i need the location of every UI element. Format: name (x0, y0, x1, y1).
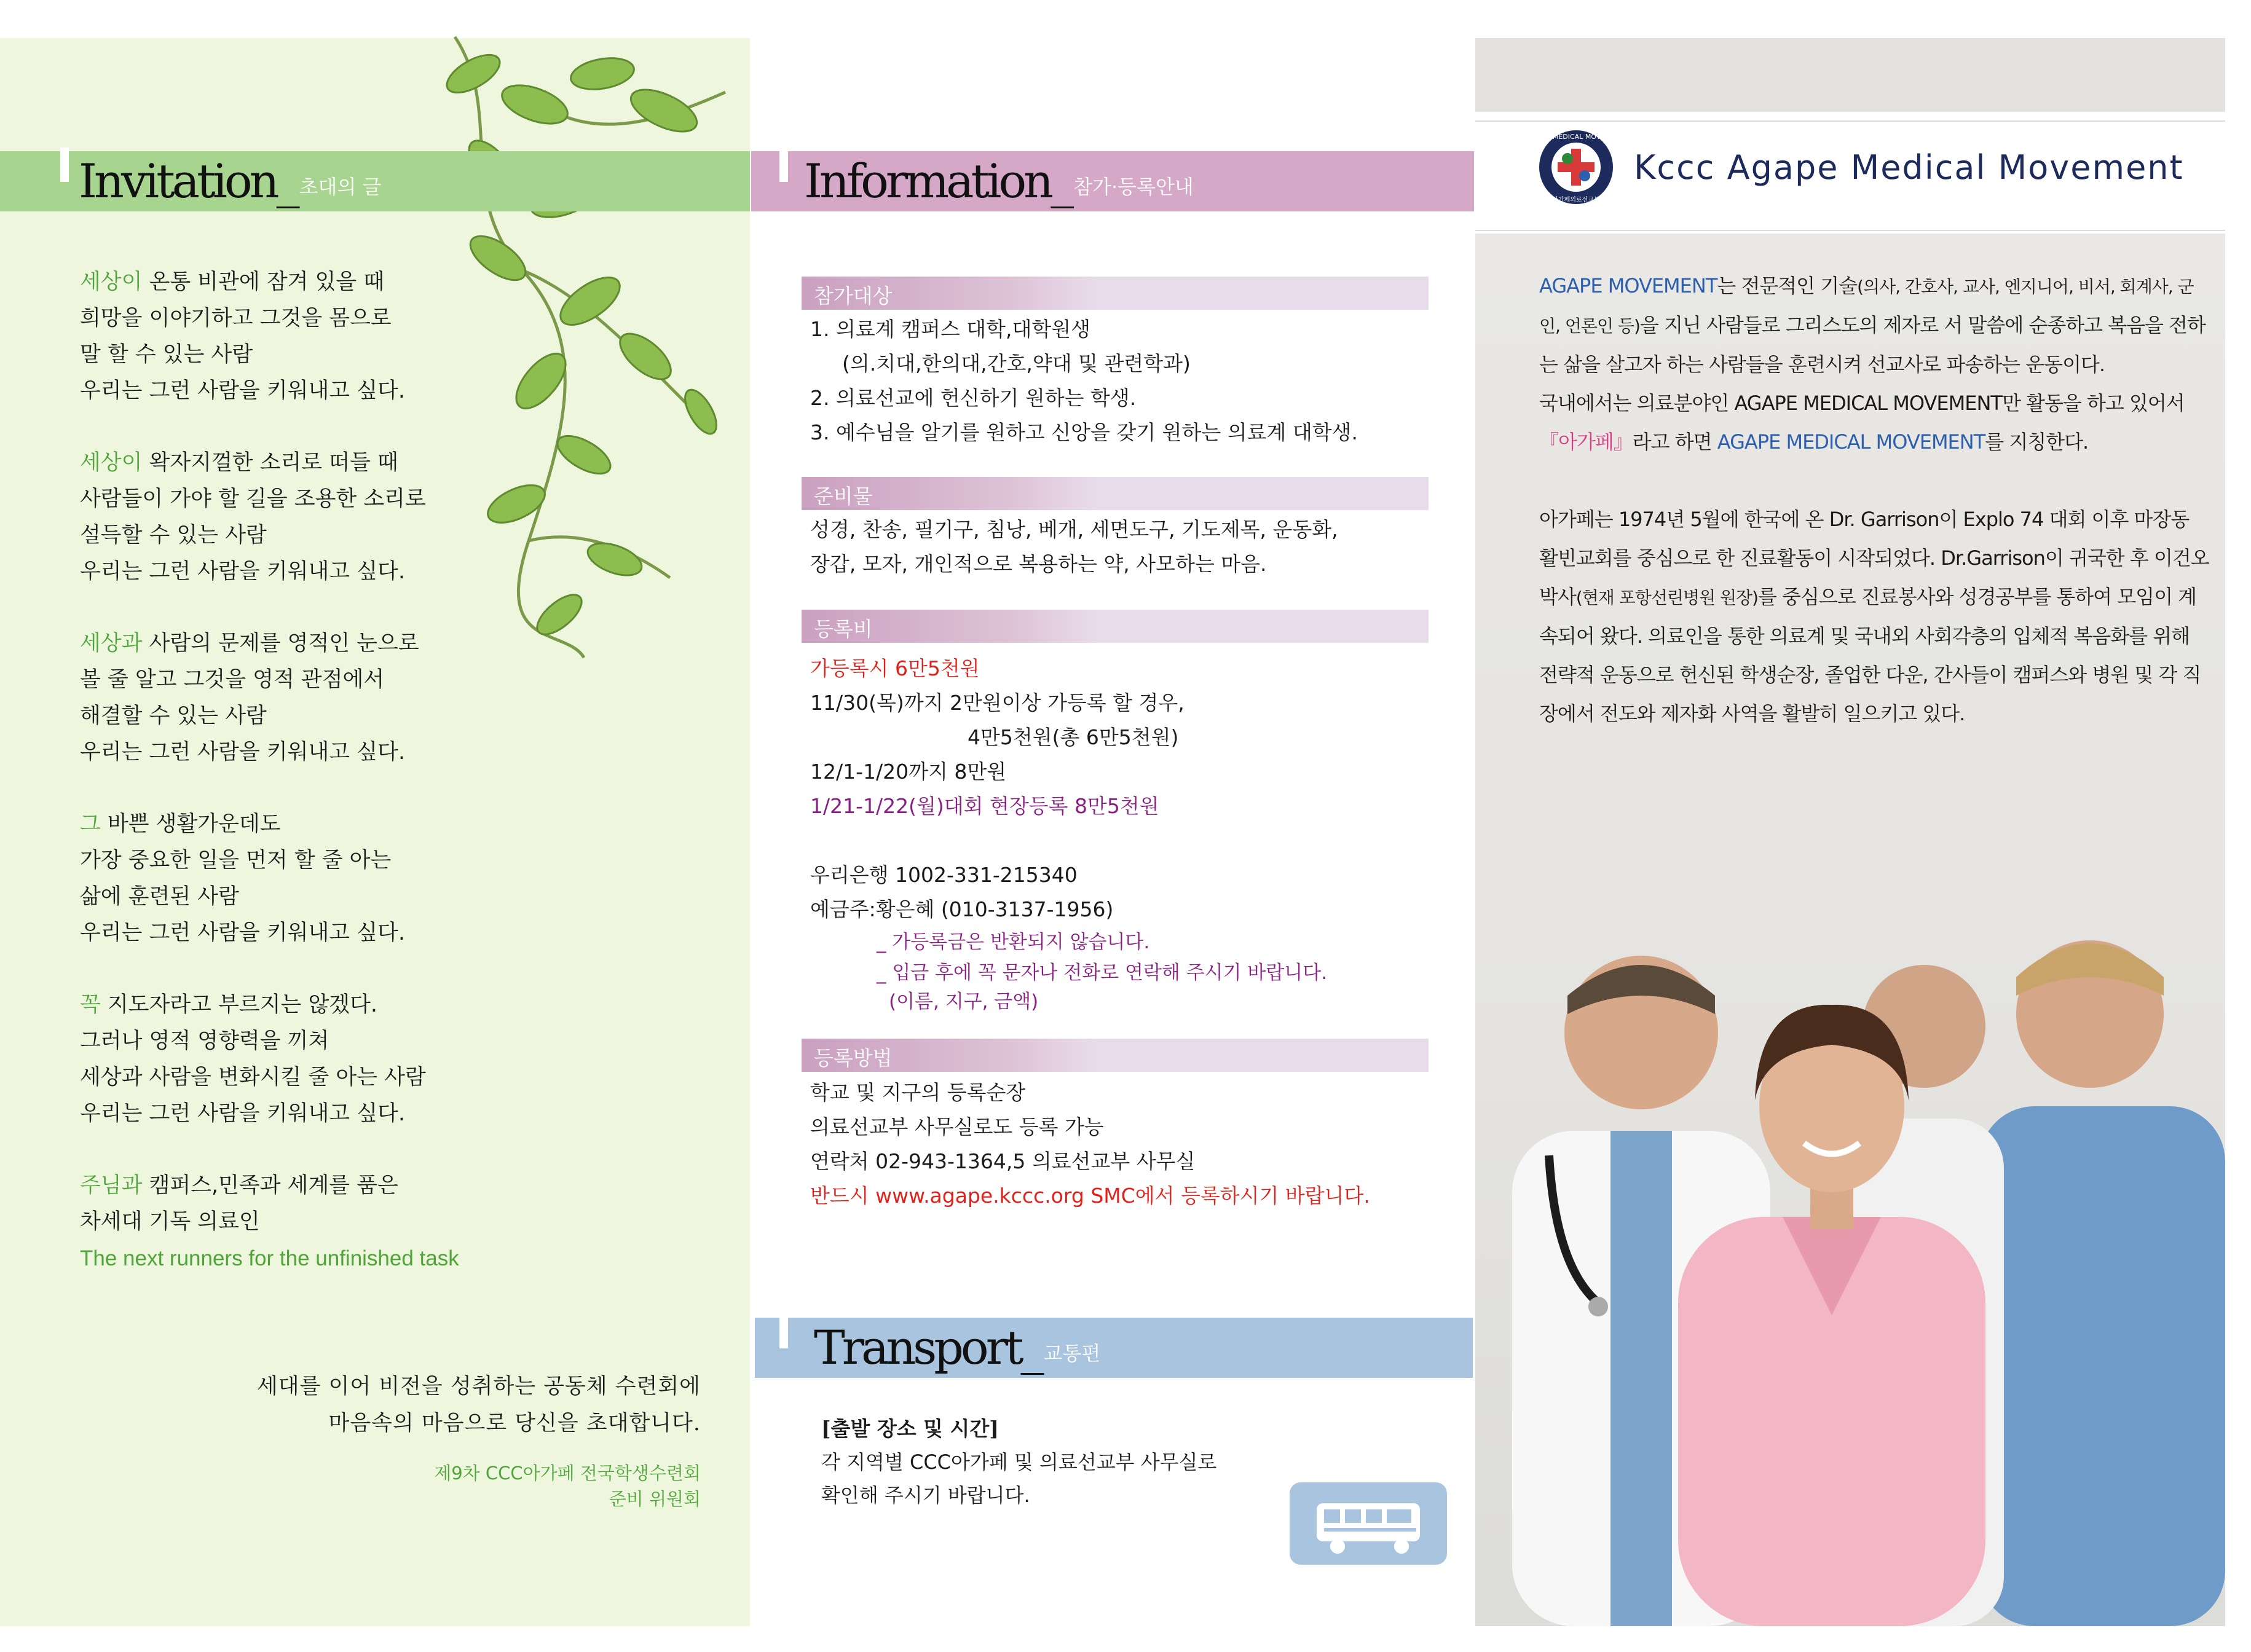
poem-line-text: 사람의 문제를 영적인 눈으로 (142, 631, 419, 656)
closing-line: 마음속의 마음으로 당신을 초대합니다. (328, 1411, 701, 1436)
fee-heading-bar (802, 610, 1429, 643)
poem-line-text: 왁자지껄한 소리로 떠들 때 (142, 450, 398, 475)
transport-details (821, 1412, 1216, 1512)
poem-line (80, 554, 731, 590)
poem-stanza (80, 445, 731, 590)
poem-line-lead-word: 세상이 (80, 450, 143, 475)
bank-account: 우리은행 1002-331-215340 (810, 863, 1078, 887)
supplies-list (810, 513, 1338, 581)
transport-heading: [출발 장소 및 시간] (821, 1417, 999, 1441)
poem-line (80, 264, 731, 301)
supplies-heading-bar (802, 477, 1429, 510)
poem-line-lead-word: 세상과 (80, 631, 143, 656)
poem-line-lead-word: 세상이 (80, 270, 143, 294)
poem-line (80, 662, 731, 698)
poem-line (80, 843, 731, 879)
poem-line (80, 1023, 731, 1060)
invitation-poem (80, 264, 731, 1276)
about-paragraph (1539, 500, 2209, 733)
agape-quote: 『아가페』 (1539, 430, 1633, 454)
poem-line-lead-word: 그 (80, 812, 101, 836)
about-text-run: 라고 하면 (1632, 430, 1717, 454)
poem-line (80, 626, 731, 662)
method-line: 학교 및 지구의 등록순장 (810, 1080, 1026, 1104)
fee-details (810, 651, 1327, 1015)
about-paragraph (1539, 267, 2209, 462)
closing-line: 세대를 이어 비전을 성취하는 공동체 수련회에 (256, 1374, 701, 1399)
account-holder: 예금주:황은혜 (010-3137-1956) (810, 897, 1114, 921)
invitation-subtitle: 초대의 글 (299, 175, 382, 199)
poem-line-text: 바쁜 생활가운데도 (100, 812, 281, 836)
invitation-title: Invitation_ (79, 154, 297, 208)
poem-line (80, 1168, 731, 1204)
eligibility-line: 1. 의료계 캠퍼스 대학,대학원생 (810, 317, 1090, 341)
poem-line (80, 734, 731, 771)
agape-logo-icon (1528, 128, 1625, 206)
about-text-run: (의사, 간호사, 교사, 엔지니어, 비서, 회계사, 군인, 언론인 등) (1539, 277, 2194, 336)
poem-line-text: 지도자라고 부르지는 않겠다. (100, 993, 378, 1017)
eligibility-line: (의.치대,한의대,간호,약대 및 관련학과) (842, 352, 1191, 376)
poem-line (80, 1096, 731, 1132)
poem-line-text: 해결할 수 있는 사람 (80, 704, 267, 728)
medical-staff-photo (1475, 873, 2225, 1626)
prereg-fee: 가등록시 6만5천원 (810, 656, 980, 680)
method-website-line: 반드시 www.agape.kccc.org SMC에서 등록하시기 바랍니다. (810, 1184, 1370, 1208)
poem-stanza (80, 1168, 731, 1240)
method-line: 연락처 02-943-1364,5 의료선교부 사무실 (810, 1149, 1196, 1173)
signature-line: 제9차 CCC아가페 전국학생수련회 (434, 1463, 701, 1484)
bar-tick-mark (60, 148, 69, 182)
poem-line-text: 캠퍼스,민족과 세계를 품은 (142, 1173, 398, 1198)
invitation-section-bar (0, 151, 750, 211)
poem-line (80, 915, 731, 951)
fee-note: _ 입금 후에 꼭 문자나 전화로 연락해 주시기 바랍니다. (877, 962, 1328, 984)
poem-line-text: 우리는 그런 사람을 키워내고 싶다. (80, 559, 405, 584)
poem-line-text: 가장 중요한 일을 먼저 할 줄 아는 (80, 848, 392, 873)
poem-line-text: 볼 줄 알고 그것을 영적 관점에서 (80, 667, 385, 692)
poem-line-text: 사람들이 가야 할 길을 조용한 소리로 (80, 487, 426, 511)
poem-line-text: 우리는 그런 사람을 키워내고 싶다. (80, 1101, 405, 1126)
poem-line (80, 445, 731, 481)
fee-note: (이름, 지구, 금액) (889, 991, 1039, 1013)
poem-stanza (80, 626, 731, 771)
about-text-run: 를 중심으로 진료봉사와 성경공부를 통하여 모임이 계속되어 왔다. 의료인을 통한 의료계 및 국내외 사회각층의 입체적 복음화를 위해 전략적 운동으로 헌신된 학생순장, 졸업한 다운, 간사들이 캠퍼스와 병원 및 각 직장에서 전도와 제자화 사역을 활발히 일으키고 있다. (1539, 585, 2201, 725)
agape-medical-movement-label: AGAPE MEDICAL MOVEMENT (1717, 430, 1985, 454)
transport-section-bar (755, 1318, 1473, 1378)
bus-icon (1290, 1482, 1447, 1565)
information-subtitle: 참가·등록안내 (1073, 175, 1194, 199)
poem-line-text: 그러나 영적 영향력을 끼쳐 (80, 1029, 329, 1053)
eligibility-line: 3. 예수님을 알기를 원하고 신앙을 갖기 원하는 의료계 대학생. (810, 420, 1358, 444)
logo-ring-text: 아가페의료선교부 (1552, 197, 1600, 203)
supplies-line: 장갑, 모자, 개인적으로 복용하는 약, 사모하는 마음. (810, 552, 1267, 576)
poem-line (80, 373, 731, 409)
about-text-run: 국내에서는 의료분야인 AGAPE MEDICAL MOVEMENT만 활동을 하고 있어서 (1539, 391, 2185, 415)
eligibility-heading-bar (802, 277, 1429, 310)
poem-line (80, 698, 731, 734)
bar-tick-mark (779, 1314, 788, 1348)
fee-line: 11/30(목)까지 2만원이상 가등록 할 경우, (810, 691, 1185, 715)
method-details (810, 1076, 1370, 1213)
poem-line-text: 우리는 그런 사람을 키워내고 싶다. (80, 921, 405, 945)
onsite-fee: 1/21-1/22(월)대회 현장등록 8만5천원 (810, 794, 1159, 818)
about-text-run: 을 지닌 사람들로 그리스도의 제자로 서 말씀에 순종하고 복음을 전하는 삶을 살고자 하는 사람들을 훈련시켜 선교사로 파송하는 운동이다. (1539, 313, 2206, 376)
supplies-heading: 준비물 (814, 484, 873, 508)
eligibility-list (810, 312, 1358, 450)
signature-line: 준비 위원회 (609, 1489, 701, 1509)
poem-line (80, 879, 731, 915)
agape-movement-label: AGAPE MOVEMENT (1539, 274, 1717, 297)
transport-line: 확인해 주시기 바랍니다. (821, 1484, 1030, 1507)
poem-line (80, 806, 731, 843)
about-text-run: 아가페는 1974년 5월에 한국에 온 Dr. Garrison이 Explo 74 대회 이후 마장동 활빈교회를 중심으로 한 진료활동이 시작되었다. Dr.Garrison이 귀국한 후 이건오 박사 (1539, 508, 2209, 608)
invitation-closing (86, 1368, 701, 1512)
fee-heading: 등록비 (814, 617, 873, 641)
poem-line (80, 481, 731, 517)
poem-tagline: The next runners for the unfinished task (80, 1246, 459, 1270)
brand-header (1528, 128, 2184, 206)
poem-line-text: 세상과 사람을 변화시킬 줄 아는 사람 (80, 1065, 426, 1090)
poem-line (80, 987, 731, 1023)
poem-line (80, 301, 731, 337)
method-line: 의료선교부 사무실로도 등록 가능 (810, 1115, 1104, 1139)
poem-line-text: 말 할 수 있는 사람 (80, 342, 253, 367)
fee-line: 4만5천원(총 6만5천원) (968, 725, 1179, 749)
about-text-run: (현재 포항선린병원 원장) (1575, 588, 1758, 608)
information-title: Information_ (804, 154, 1071, 208)
transport-title: Transport_ (814, 1320, 1041, 1375)
poem-line-text: 차세대 기독 의료인 (80, 1210, 260, 1234)
poem-line (80, 337, 731, 373)
transport-line: 각 지역별 CCC아가페 및 의료선교부 사무실로 (821, 1450, 1217, 1474)
poem-line-text: 희망을 이야기하고 그것을 몸으로 (80, 306, 392, 331)
poem-line-text: 우리는 그런 사람을 키워내고 싶다. (80, 379, 405, 403)
eligibility-line: 2. 의료선교에 헌신하기 원하는 학생. (810, 386, 1137, 410)
bar-tick-mark (779, 148, 788, 182)
poem-stanza (80, 806, 731, 951)
poem-line-lead-word: 꼭 (80, 993, 101, 1017)
logo-ring-text: AGAPE MEDICAL MOVEMENT (1528, 133, 1625, 141)
brand-name: Kccc Agape Medical Movement (1634, 148, 2184, 187)
poem-stanza (80, 987, 731, 1132)
transport-subtitle: 교통편 (1043, 1342, 1101, 1365)
about-text-run: 를 지칭한다. (1985, 430, 2089, 454)
supplies-line: 성경, 찬송, 필기구, 침낭, 베개, 세면도구, 기도제목, 운동화, (810, 517, 1338, 541)
method-heading: 등록방법 (814, 1046, 893, 1070)
about-text-run: 는 전문적인 기술 (1717, 274, 1858, 297)
method-heading-bar (802, 1039, 1429, 1072)
poem-line-text: 온통 비관에 잠겨 있을 때 (142, 270, 385, 294)
poem-line (80, 1204, 731, 1240)
poem-line-text: 우리는 그런 사람을 키워내고 싶다. (80, 740, 405, 765)
information-section-bar (751, 151, 1474, 211)
poem-line (80, 517, 731, 554)
about-panel-top-strip (1475, 38, 2225, 112)
poem-line-text: 삶에 훈련된 사람 (80, 884, 239, 909)
poem-stanza (80, 264, 731, 409)
poem-line-text: 설득할 수 있는 사람 (80, 523, 267, 548)
poem-line-lead-word: 주님과 (80, 1173, 143, 1198)
fee-note: _ 가등록금은 반환되지 않습니다. (877, 931, 1150, 953)
about-text (1539, 267, 2209, 772)
fee-line: 12/1-1/20까지 8만원 (810, 760, 1007, 784)
eligibility-heading: 참가대상 (814, 284, 893, 308)
poem-line (80, 1060, 731, 1096)
